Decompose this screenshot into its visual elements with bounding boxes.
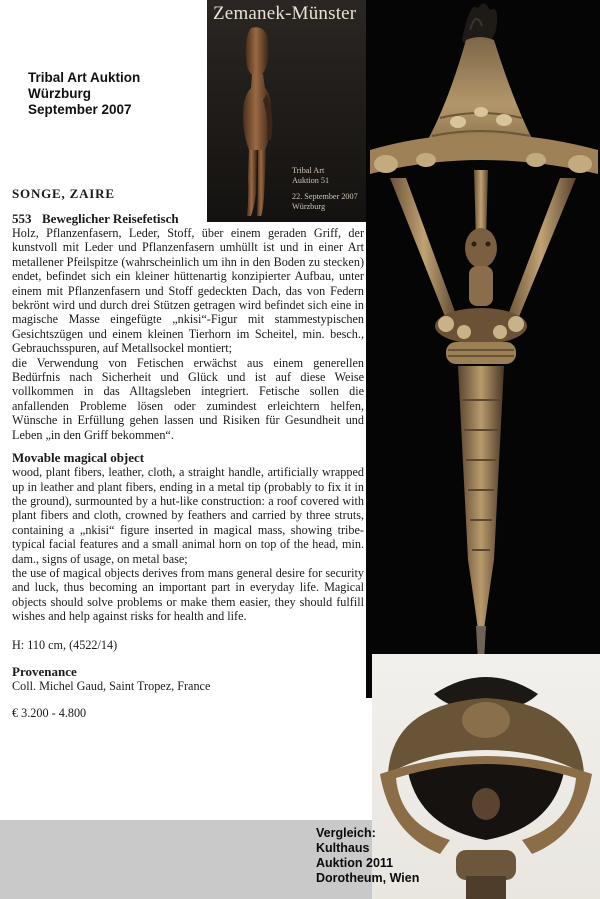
dimensions: H: 110 cm, (4522/14) xyxy=(12,637,118,652)
comparison-caption xyxy=(316,826,446,886)
english-context: the use of magical objects derives from mans general desire for security and luck, thus becoming an important part in everyday life. Magical objects should solve problems or make them easier, they should fulfill wishes and help against risks for health and life. xyxy=(12,565,364,624)
lot-heading xyxy=(12,211,364,226)
english-description: wood, plant fibers, leather, cloth, a straight handle, artificially wrapped up in leather and plant fibers, ending in a metal tip (probably to fix it in the ground), surmounted by a hut-like construction: a roof covered with plant fibers and cloth, crowned by feathers and carried by three struts, containing a „nkisi“ figure inserted in magical mass, showing tribe-typical facial features and a small animal horn on top of the head, min. dam., signs of usage, on metal base; xyxy=(12,465,364,566)
section-heading: SONGE, ZAIRE xyxy=(12,186,115,201)
cover-meta-line: Tribal Art xyxy=(292,166,325,175)
english-heading: Movable magical object xyxy=(12,450,145,466)
comparison-caption-line-4: Dorotheum, Wien xyxy=(316,871,420,885)
lot-number: 553 xyxy=(12,211,32,226)
auction-caption-line-2: Würzburg xyxy=(28,86,91,101)
cover-meta-line: Würzburg xyxy=(292,202,326,211)
provenance-text: Coll. Michel Gaud, Saint Tropez, France xyxy=(12,678,211,693)
fetish-photo xyxy=(366,0,600,698)
cover-meta-line: Auktion 51 xyxy=(292,176,330,185)
cover-meta-line: 22. September 2007 xyxy=(292,192,358,201)
comparison-caption-line-2: Kulthaus xyxy=(316,841,370,855)
price-estimate: € 3.200 - 4.800 xyxy=(12,705,87,720)
comparison-caption-line-3: Auktion 2011 xyxy=(316,856,394,870)
comparison-caption-line-1: Vergleich: xyxy=(316,826,376,840)
catalog-entry xyxy=(12,186,364,721)
auction-caption-line-1: Tribal Art Auktion xyxy=(28,70,141,85)
provenance-heading: Provenance xyxy=(12,663,77,679)
auction-caption xyxy=(28,70,198,118)
catalog-cover-title: Zemanek-Münster xyxy=(213,3,357,24)
auction-caption-line-3: September 2007 xyxy=(28,102,132,117)
fetish-illustration xyxy=(366,0,600,698)
lot-title-de: Beweglicher Reisefetisch xyxy=(42,211,179,226)
german-description: Holz, Pflanzenfasern, Leder, Stoff, über einem geraden Griff, der kunstvoll mit Leder und Pflanzenfasern umhüllt ist und in einer Art metallener Pfeilspitze (wahrscheinlich um ihn in den Boden zu stecken) endet, befindet sich ein kleiner hüttenartig konzipierter Aufbau, unter einem mit Pflanzenfasern und Stoff gedeckten Dach, das von Federn bekrönt wird und durch drei Stützen getragen wird befindet sich eine in magische Masse eingefügte „nkisi“-Figur mit stammestypischen Gesichtszügen und einem kleinen Tierhorn im Scheitel, min. besch., Gebrauchsspuren, auf Metallsockel montiert; xyxy=(12,226,364,356)
german-context: die Verwendung von Fetischen erwächst aus einem generellen Bedürfnis nach Sicherheit und Glück und ist auf diese Weise vollkommen in das Alltagsleben integriert. Fetische sollen die anfallenden Probleme lösen oder zumindest erleichtern helfen, Wünsche in Erfüllung gehen lassen und Risiken für Gesundheit und Leben „in den Griff bekommen“. xyxy=(12,355,364,442)
